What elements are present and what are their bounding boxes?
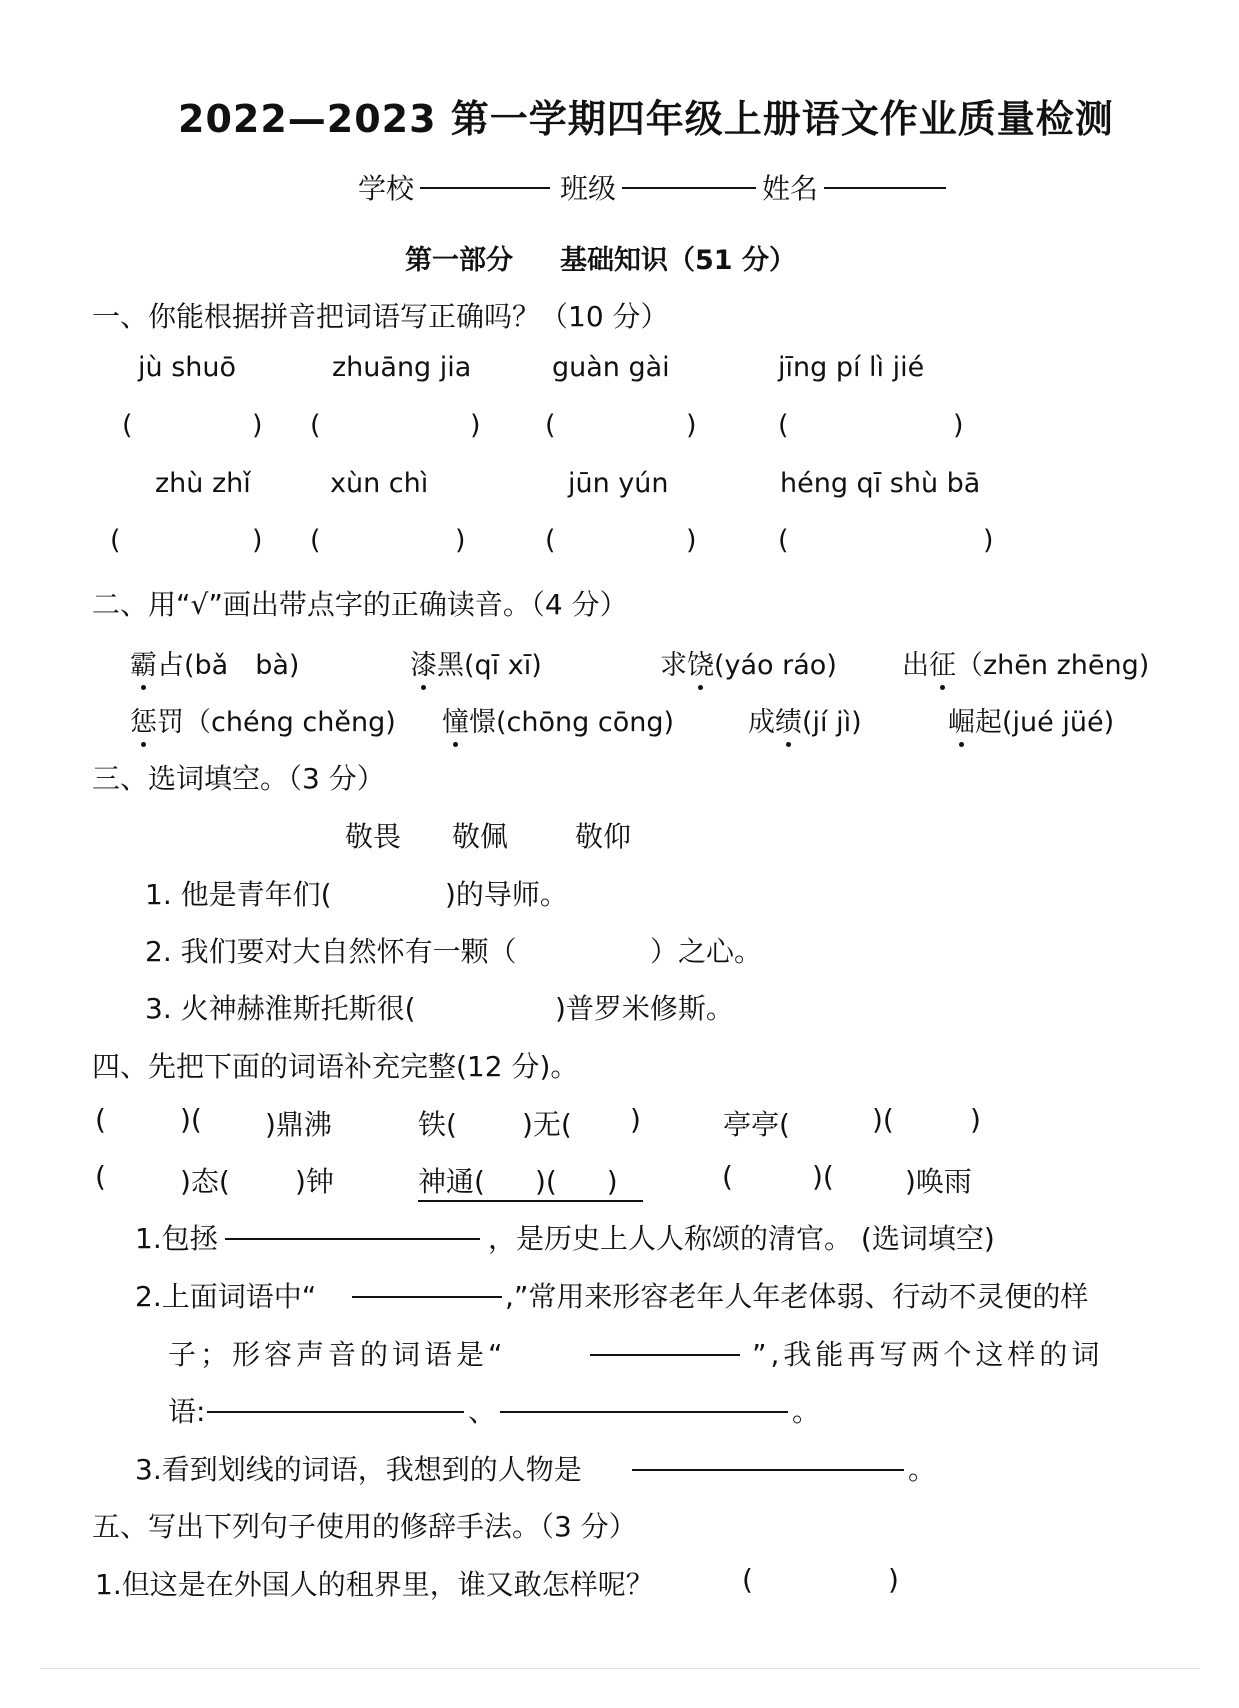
idiom-2-a[interactable]: 铁( (418, 1108, 457, 1141)
pinyin-2: zhuāng jia (332, 352, 472, 383)
answer-box-1-open[interactable]: ( (122, 410, 133, 441)
q4-blank-1[interactable] (225, 1221, 480, 1240)
answer-box-5-open[interactable]: ( (110, 525, 121, 556)
idiom-3-c: ) (970, 1103, 981, 1136)
q5-answer-close: ) (888, 1563, 899, 1596)
reading-item-1[interactable]: 霸占(bǎ bà) (130, 643, 299, 682)
idiom-6-a[interactable]: ( (722, 1160, 733, 1193)
pinyin-6: xùn chì (330, 468, 429, 499)
q5-sentence-1: 1.但这是在外国人的租界里，谁又敢怎样呢？ (95, 1568, 654, 1601)
q3-sentence-3-start: 3. 火神赫淮斯托斯很( (145, 992, 416, 1025)
word-option-3: 敬仰 (575, 820, 632, 853)
answer-box-8-close: ) (983, 525, 994, 556)
dotted-char: 漆 (410, 643, 437, 682)
reading-item-6[interactable]: 憧憬(chōng cōng) (442, 700, 674, 739)
answer-box-6-open[interactable]: ( (310, 525, 321, 556)
q4-heading: 四、先把下面的词语补充完整(12 分)。 (92, 1050, 579, 1083)
idiom-6-b[interactable]: )( (812, 1160, 834, 1193)
answer-box-4-close: ) (953, 410, 964, 441)
exam-title: 2022—2023 第一学期四年级上册语文作业质量检测 (178, 97, 1114, 141)
reading-item-8[interactable]: 崛起(jué jüé) (948, 700, 1114, 739)
dotted-char: 憧 (442, 700, 469, 739)
q4-separator: 、 (468, 1395, 497, 1428)
pinyin-4: jīng pí lì jié (778, 352, 925, 383)
idiom-2-c: ) (630, 1103, 641, 1136)
q4-sentence-3-end: 。 (908, 1453, 937, 1486)
school-label: 学校 (358, 172, 415, 205)
q3-sentence-2-start: 2. 我们要对大自然怀有一颗（ (145, 935, 517, 968)
q4-sentence-2-cont2: ”,我能再写两个这样的词 (752, 1338, 1104, 1371)
pinyin-7: jūn yún (568, 468, 669, 499)
dotted-char: 崛 (948, 700, 975, 739)
q4-blank-6[interactable] (632, 1452, 904, 1471)
answer-box-8-open[interactable]: ( (778, 525, 789, 556)
idiom-4-b[interactable]: )态( (180, 1165, 230, 1198)
q4-sentence-2-cont3: 语: (168, 1395, 206, 1428)
idiom-5-underlined[interactable]: 神通( )( ) (418, 1160, 643, 1202)
answer-box-5-close: ) (252, 525, 263, 556)
answer-box-7-close: ) (686, 525, 697, 556)
idiom-3-a[interactable]: 亭亭( (723, 1108, 790, 1141)
answer-box-2-open[interactable]: ( (310, 410, 321, 441)
dotted-char: 绩 (775, 700, 802, 739)
pinyin-8: héng qī shù bā (780, 468, 981, 499)
q4-blank-4[interactable] (207, 1394, 464, 1413)
dotted-char: 征 (929, 643, 956, 682)
q3-sentence-1-end: )的导师。 (445, 878, 568, 911)
reading-item-7[interactable]: 成绩(jí jì) (748, 700, 862, 739)
q3-heading: 三、选词填空。（3 分） (92, 762, 385, 795)
name-blank[interactable] (824, 170, 946, 189)
reading-item-3[interactable]: 求饶(yáo ráo) (660, 643, 837, 682)
idiom-4-a[interactable]: ( (95, 1160, 106, 1193)
pinyin-1: jù shuō (138, 352, 237, 383)
answer-box-3-open[interactable]: ( (545, 410, 556, 441)
q3-sentence-2-end: ）之心。 (650, 935, 763, 968)
answer-box-7-open[interactable]: ( (545, 525, 556, 556)
answer-box-3-close: ) (686, 410, 697, 441)
q4-sentence-1-start: 1.包拯 (135, 1222, 218, 1255)
dotted-char: 饶 (687, 643, 714, 682)
part1-title: 第一部分 (405, 245, 513, 276)
dotted-char: 惩 (130, 700, 157, 739)
q5-heading: 五、写出下列句子使用的修辞手法。（3 分） (92, 1510, 637, 1543)
idiom-1-a[interactable]: ( (95, 1103, 106, 1136)
q4-sentence-2-cont: 子；形容声音的词语是“ (168, 1338, 507, 1371)
answer-box-2-close: ) (470, 410, 481, 441)
class-label: 班级 (560, 172, 617, 205)
answer-box-1-close: ) (252, 410, 263, 441)
q4-period: 。 (792, 1395, 821, 1428)
q1-heading: 一、你能根据拼音把词语写正确吗？（10 分） (92, 300, 669, 333)
idiom-1-b[interactable]: )( (180, 1103, 202, 1136)
q2-heading: 二、用“√”画出带点字的正确读音。（4 分） (92, 588, 628, 621)
q5-answer-open[interactable]: ( (742, 1563, 753, 1596)
q4-sentence-1-end: ，是历史上人人称颂的清官。 (选词填空) (488, 1222, 995, 1255)
class-blank[interactable] (622, 170, 756, 189)
q3-sentence-1-start: 1. 他是青年们( (145, 878, 332, 911)
reading-item-2[interactable]: 漆黑(qī xī) (410, 643, 542, 682)
pinyin-3: guàn gài (552, 352, 670, 383)
idiom-1-c: )鼎沸 (265, 1108, 332, 1141)
q4-sentence-3-start: 3.看到划线的词语，我想到的人物是 (135, 1453, 582, 1486)
q4-sentence-2-start: 2.上面词语中“ (135, 1280, 317, 1313)
word-option-1: 敬畏 (345, 820, 402, 853)
q4-sentence-2-mid: ,”常用来形容老年人年老体弱、行动不灵便的样 (505, 1280, 1089, 1313)
name-label: 姓名 (762, 172, 819, 205)
idiom-4-c: )钟 (295, 1165, 334, 1198)
answer-box-4-open[interactable]: ( (778, 410, 789, 441)
q4-blank-2[interactable] (352, 1279, 502, 1298)
q4-blank-5[interactable] (500, 1394, 788, 1413)
idiom-3-b[interactable]: )( (872, 1103, 894, 1136)
pinyin-5: zhù zhǐ (155, 468, 251, 499)
dotted-char: 霸 (130, 643, 157, 682)
idiom-2-b[interactable]: )无( (522, 1108, 572, 1141)
word-option-2: 敬佩 (452, 820, 509, 853)
answer-box-6-close: ) (455, 525, 466, 556)
reading-item-4[interactable]: 出征（zhēn zhēng) (902, 643, 1149, 682)
q4-blank-3[interactable] (590, 1337, 740, 1356)
page-bottom-rule (40, 1668, 1200, 1669)
school-blank[interactable] (420, 170, 550, 189)
part1-subtitle: 基础知识（51 分） (560, 245, 796, 276)
reading-item-5[interactable]: 惩罚（chéng chěng) (130, 700, 396, 739)
q3-sentence-3-end: )普罗米修斯。 (555, 992, 734, 1025)
idiom-6-c: )唤雨 (905, 1165, 972, 1198)
